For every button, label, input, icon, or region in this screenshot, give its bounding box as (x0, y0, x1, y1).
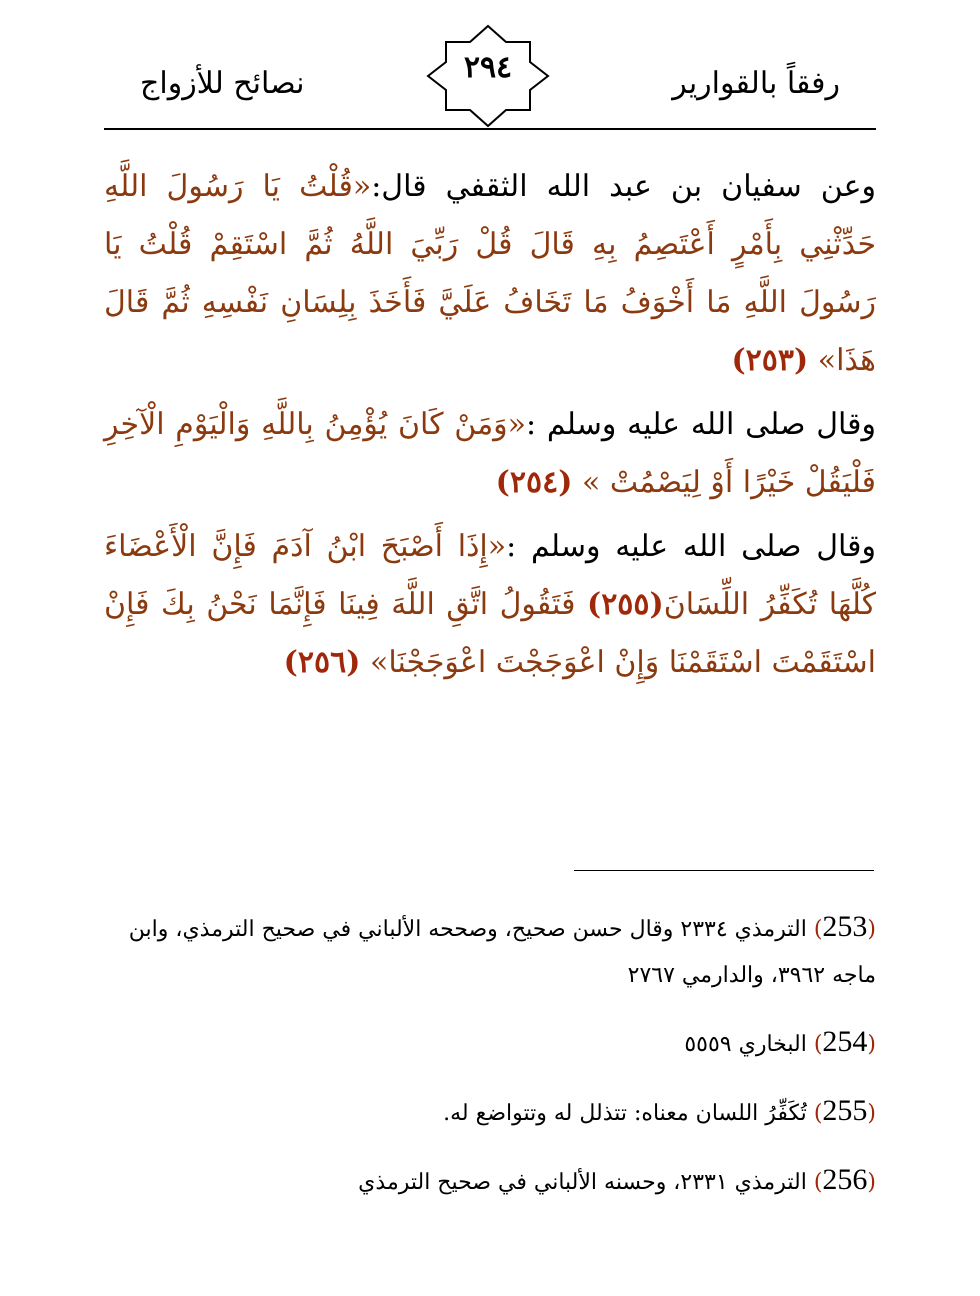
narrator-intro: وقال صلى الله عليه وسلم : (506, 529, 876, 564)
hadith-quote: «وَمَنْ كَانَ يُؤْمِنُ بِاللَّهِ وَالْيَوْمِ الْآخِرِ فَلْيَقُلْ خَيْرًا أَوْ لِيَصْمُتْ » (104, 407, 876, 500)
footnote-ref[interactable]: (٢٥٥) (586, 587, 664, 622)
footnote-number: 256 (822, 1163, 868, 1196)
footnote-ref[interactable]: (٢٥٦) (283, 645, 361, 680)
footnote-number: 253 (822, 910, 868, 943)
footnote-ref[interactable]: (٢٥٣) (731, 343, 809, 378)
page-number: ٢٩٤ (463, 50, 513, 85)
footnote-text: البخاري ٥٥٥٩ (684, 1032, 807, 1057)
footnote-divider (574, 870, 874, 871)
footnote-number: 254 (822, 1025, 868, 1058)
footnote-ref[interactable]: (٢٥٤) (495, 465, 573, 500)
book-title: رفقاً بالقوارير (672, 66, 840, 101)
paragraph-3 (104, 518, 876, 692)
footnote-text: الترمذي ٢٣٣٤ وقال حسن صحيح، وصححه الألباني في صحيح الترمذي، وابن ماجه ٣٩٦٢، والدارمي ٢٧٦٧ (128, 917, 876, 988)
footnote-item: (253) الترمذي ٢٣٣٤ وقال حسن صحيح، وصححه الألباني في صحيح الترمذي، وابن ماجه ٣٩٦٢، والدارمي ٢٧٦٧ (128, 910, 876, 988)
footnote-item: (254) البخاري ٥٥٥٩ (684, 1025, 876, 1058)
hadith-quote: فَتَقُولُ اتَّقِ اللَّهَ فِينَا فَإِنَّمَا نَحْنُ بِكَ فَإِنْ اسْتَقَمْتَ اسْتَقَمْنَا وَإِنْ اعْوَجَجْتَ اعْوَجَجْنَا» (104, 587, 876, 680)
hadith-quote: «إِذَا أَصْبَحَ ابْنُ آدَمَ فَإِنَّ الْأَعْضَاءَ كُلَّهَا تُكَفِّرُ اللِّسَانَ (104, 529, 876, 622)
page-number-badge (426, 24, 550, 128)
header-divider (104, 128, 876, 130)
paragraph-1 (104, 158, 876, 390)
footnote-item: (256) الترمذي ٢٣٣١، وحسنه الألباني في صحيح الترمذي (358, 1163, 876, 1196)
footnote-text: تُكَفِّرُ اللسان معناه: تتذلل له وتتواضع له. (443, 1101, 807, 1126)
main-text (104, 158, 876, 698)
footnote-text: الترمذي ٢٣٣١، وحسنه الألباني في صحيح الترمذي (358, 1170, 807, 1195)
paragraph-2 (104, 396, 876, 512)
footnote-number: 255 (822, 1094, 868, 1127)
narrator-intro: وعن سفيان بن عبد الله الثقفي قال: (371, 169, 876, 204)
chapter-title: نصائح للأزواج (140, 66, 305, 101)
page-header (0, 0, 980, 140)
footnote-item: (255) تُكَفِّرُ اللسان معناه: تتذلل له وتتواضع له. (443, 1094, 876, 1127)
hadith-quote: «قُلْتُ يَا رَسُولَ اللَّهِ حَدِّثْنِي بِأَمْرٍ أَعْتَصِمُ بِهِ قَالَ قُلْ رَبِّيَ اللَّهُ ثُمَّ اسْتَقِمْ قُلْتُ يَا رَسُولَ اللَّهِ مَا أَخْوَفُ مَا تَخَافُ عَلَيَّ فَأَخَذَ بِلِسَانِ نَفْسِهِ ثُمَّ قَالَ هَذَا» (104, 169, 876, 378)
footnotes (104, 904, 876, 1226)
narrator-intro: وقال صلى الله عليه وسلم : (525, 407, 876, 442)
